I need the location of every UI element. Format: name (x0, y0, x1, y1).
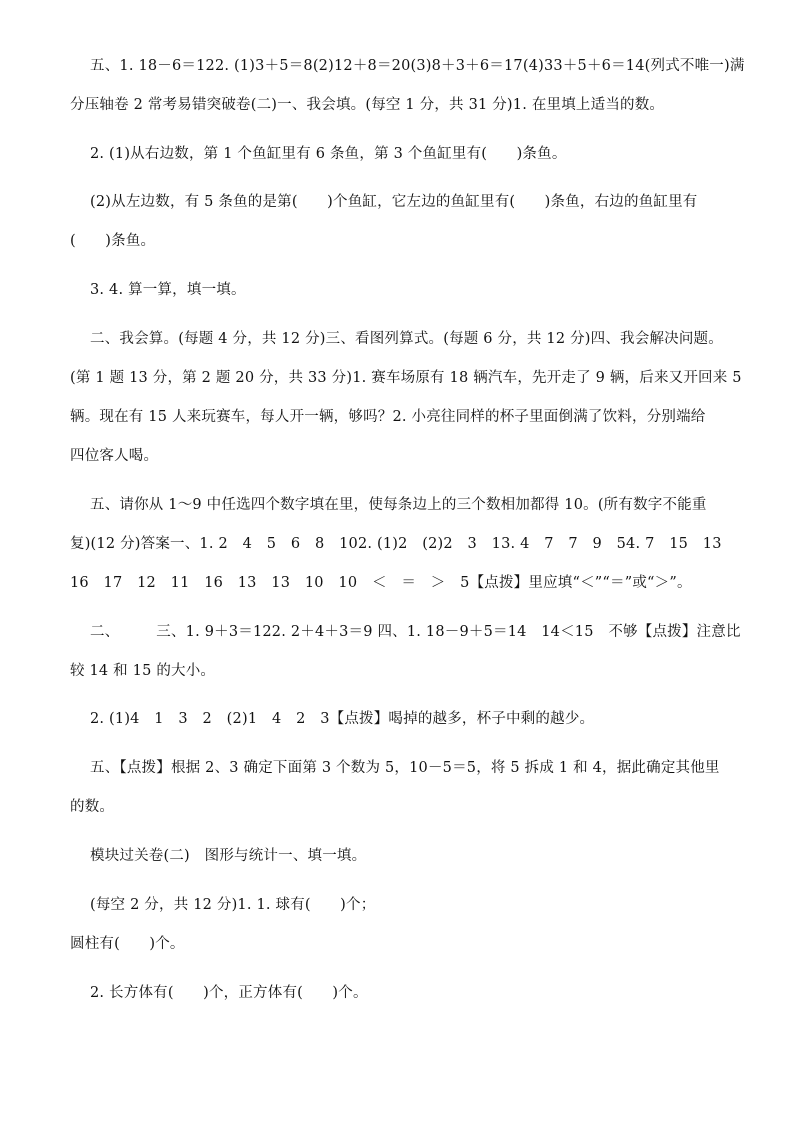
text-line: 五、【点拨】根据 2、3 确定下面第 3 个数为 5，10－5＝5，将 5 拆成 1 和 4，据此确定其他里 (90, 760, 720, 776)
text-line: (每空 2 分，共 12 分)1. 1. 球有( )个； (90, 897, 376, 913)
text-line: 五、请你从 1～9 中任选四个数字填在里，使每条边上的三个数相加都得 10。(所有数字不能重 (90, 497, 707, 513)
text-line: 2. 长方体有( )个，正方体有( )个。 (90, 985, 368, 1001)
text-line: 16 17 12 11 16 13 13 10 10 ＜ ＝ ＞ 5【点拨】里应填“＜”“＝”或“＞”。 (70, 575, 692, 591)
text-line: 辆。现在有 15 人来玩赛车，每人开一辆，够吗？2. 小亮往同样的杯子里面倒满了饮料，分别端给 (70, 409, 706, 425)
text-line: 圆柱有( )个。 (70, 936, 185, 952)
text-line: 较 14 和 15 的大小。 (70, 663, 216, 679)
text-line: 模块过关卷(二) 图形与统计一、填一填。 (90, 848, 367, 864)
text-line: 复)(12 分)答案一、1. 2 4 5 6 8 102. (1)2 (2)2 3 13. 4 7 7 9 54. 7 15 13 (70, 536, 722, 552)
text-line: 分压轴卷 2 常考易错突破卷(二)一、我会填。(每空 1 分，共 31 分)1. 在里填上适当的数。 (70, 97, 665, 113)
text-line: 3. 4. 算一算，填一填。 (90, 282, 246, 298)
text-line: (第 1 题 13 分，第 2 题 20 分，共 33 分)1. 赛车场原有 18 辆汽车，先开走了 9 辆，后来又开回来 5 (70, 370, 742, 386)
text-line: 2. (1)4 1 3 2 (2)1 4 2 3【点拨】喝掉的越多，杯子中剩的越少。 (90, 711, 595, 727)
text-line: 二、 三、1. 9＋3＝122. 2＋4＋3＝9 四、1. 18－9＋5＝14 14＜15 不够【点拨】注意比 (90, 624, 741, 640)
text-line: 2. (1)从右边数，第 1 个鱼缸里有 6 条鱼，第 3 个鱼缸里有( )条鱼。 (90, 146, 567, 162)
text-line: ( )条鱼。 (70, 233, 156, 249)
text-line: 五、1. 18－6＝122. (1)3＋5＝8(2)12＋8＝20(3)8＋3＋6＝17(4)33＋5＋6＝14(列式不唯一)满 (90, 58, 745, 74)
text-line: 二、我会算。(每题 4 分，共 12 分)三、看图列算式。(每题 6 分，共 12 分)四、我会解决问题。 (90, 331, 723, 347)
text-line: (2)从左边数，有 5 条鱼的是第( )个鱼缸，它左边的鱼缸里有( )条鱼，右边的鱼缸里有 (90, 194, 698, 210)
text-line: 四位客人喝。 (70, 448, 159, 464)
text-line: 的数。 (70, 799, 115, 815)
